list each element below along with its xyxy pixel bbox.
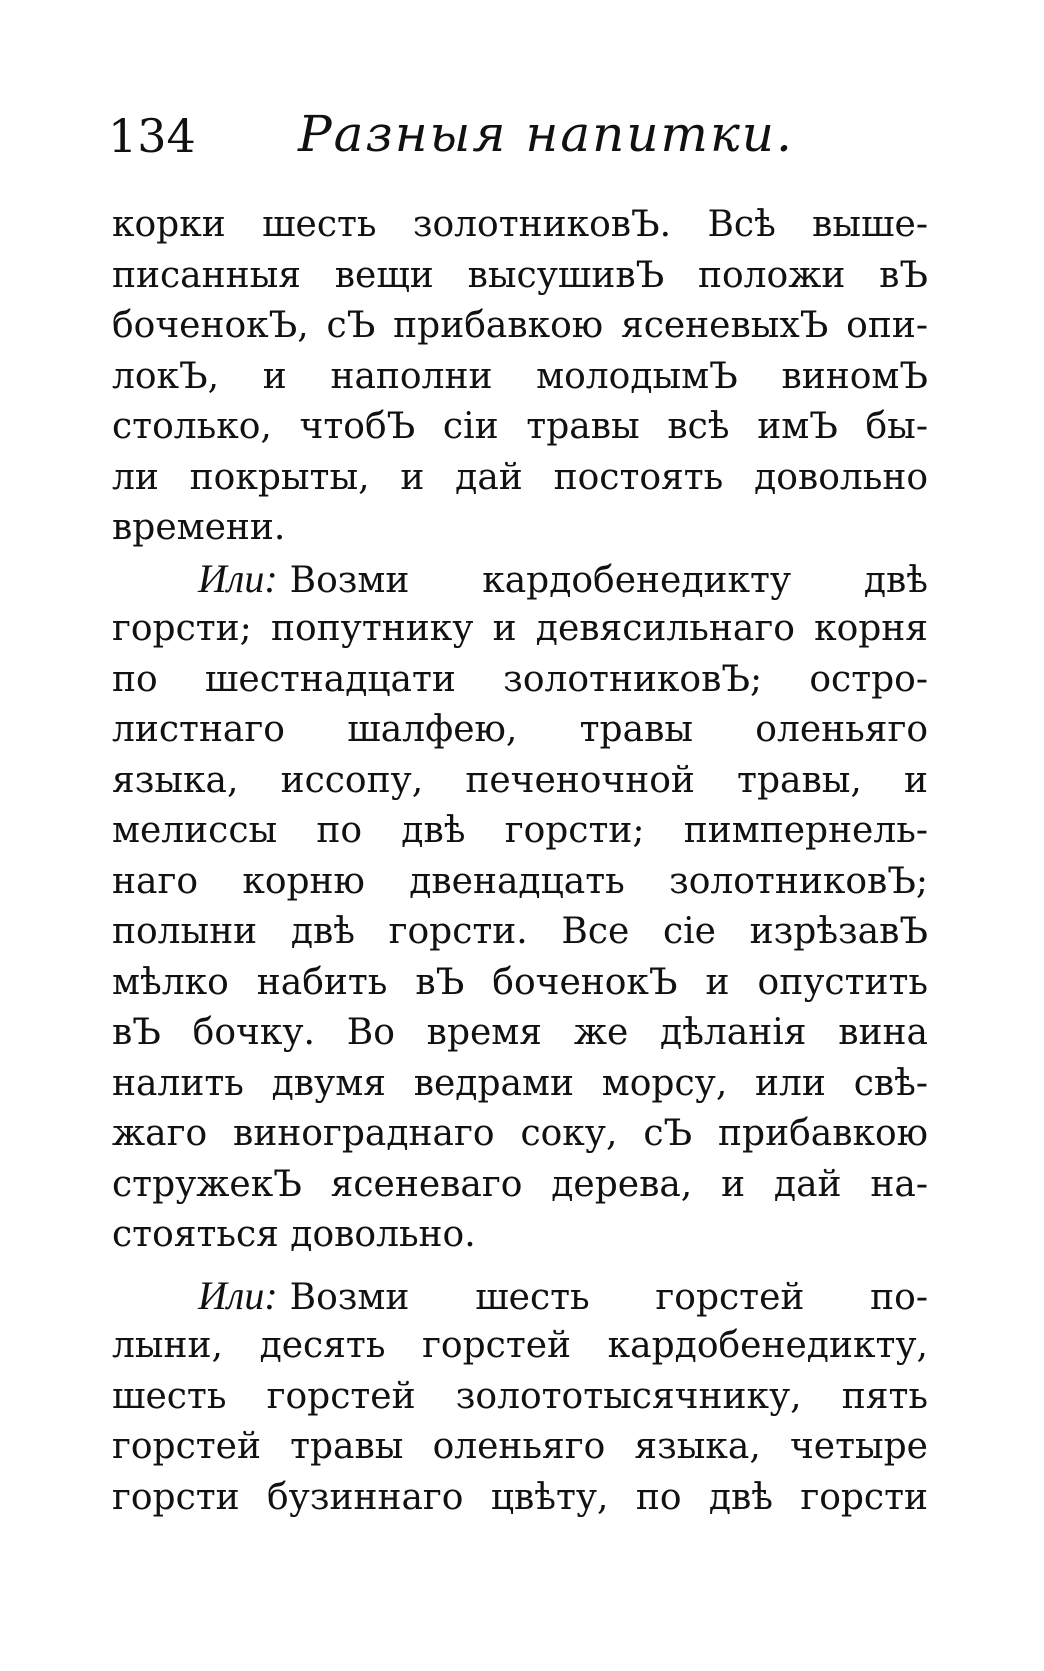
text-line: по шестнадцати золотниковЪ; остро- — [112, 658, 928, 700]
text-line: столько, чтобЪ сіи травы всѣ имЪ бы- — [112, 406, 928, 447]
text-line: ли покрыты, и дай постоять довольно — [112, 456, 928, 498]
text-line: горсти бузиннаго цвѣту, по двѣ горсти — [112, 1476, 928, 1518]
text-line: мелиссы по двѣ горсти; пимпернель- — [112, 810, 928, 851]
paragraph — [112, 554, 928, 1261]
text-line: лыни, десять горстей кардобенедикту, — [112, 1325, 928, 1366]
text-line: локЪ, и наполни молодымЪ виномЪ — [112, 355, 928, 397]
body-text — [112, 200, 928, 1523]
text-line: горстей травы оленьяго языка, четыре — [112, 1426, 928, 1467]
page-number: 134 — [108, 109, 196, 163]
text-line: наго корню двенадцать золотниковЪ; — [112, 860, 928, 902]
running-head-title: Разныя напитки. — [298, 105, 794, 163]
text-line-content: Возми кардобенедикту двѣ — [289, 559, 928, 601]
paragraph — [112, 1271, 928, 1524]
text-line: листнаго шалфею, травы оленьяго — [112, 709, 928, 750]
paragraph-lead-word: Или: — [198, 555, 278, 601]
text-line: полыни двѣ горсти. Все сіе изрѣзавЪ — [112, 911, 928, 952]
text-line-first — [112, 1271, 928, 1322]
text-line: горсти; попутнику и девясильнаго корня — [112, 608, 928, 649]
text-line: времени. — [112, 507, 286, 548]
page-header — [108, 100, 928, 170]
text-line: писанныя вещи высушивЪ положи вЪ — [112, 254, 928, 296]
text-line: вЪ бочку. Во время же дѣланія вина — [112, 1012, 928, 1053]
paragraph-gap — [112, 1261, 928, 1271]
text-line: жаго винограднаго соку, сЪ прибавкою — [112, 1113, 928, 1154]
text-line: шесть горстей золототысячнику, пять — [112, 1375, 928, 1417]
paragraph-lead-word: Или: — [198, 1272, 278, 1318]
text-line: стружекЪ ясеневаго дерева, и дай на- — [112, 1163, 928, 1205]
text-line: стояться довольно. — [112, 1214, 476, 1255]
text-line: корки шесть золотниковЪ. Всѣ выше- — [112, 204, 928, 245]
text-line: языка, иссопу, печеночной травы, и — [112, 759, 928, 801]
text-line-first — [112, 554, 928, 605]
text-line: мѣлко набить вЪ боченокЪ и опустить — [112, 961, 928, 1003]
text-line-content: Возми шесть горстей по- — [289, 1276, 928, 1318]
text-line: налить двумя ведрами морсу, или свѣ- — [112, 1062, 928, 1104]
text-line: боченокЪ, сЪ прибавкою ясеневыхЪ опи- — [112, 305, 928, 346]
paragraph — [112, 200, 928, 554]
